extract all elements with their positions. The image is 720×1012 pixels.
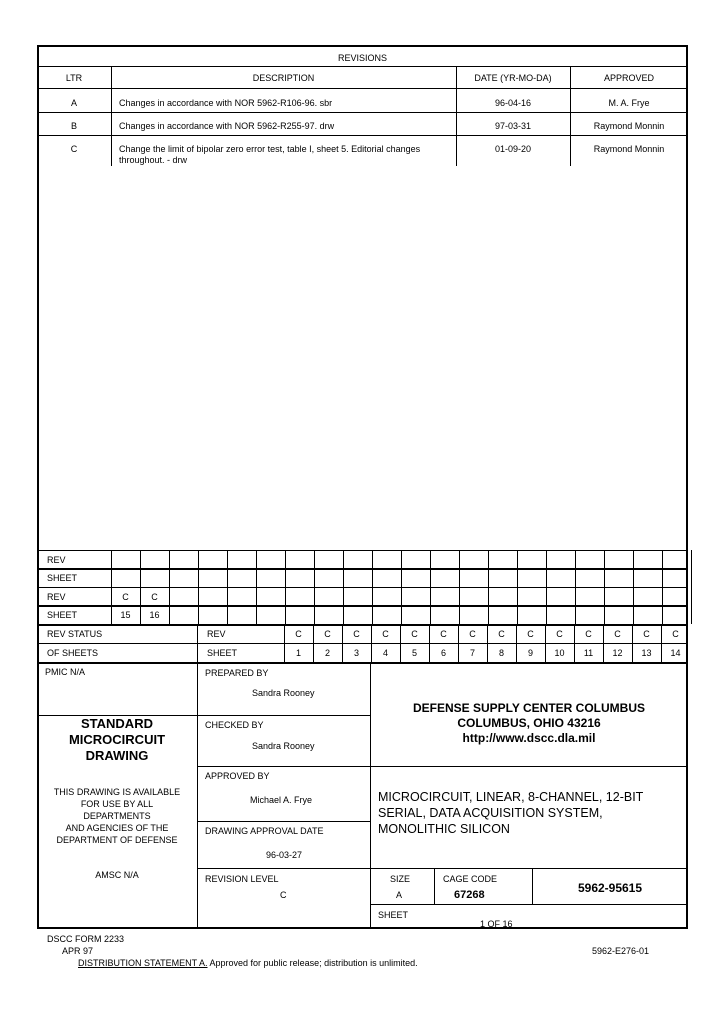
status-grid-line xyxy=(111,550,112,624)
upper-sheet-label: SHEET xyxy=(47,573,78,583)
rev-row-a-date: 96-04-16 xyxy=(494,98,532,108)
rev-status-cell: C xyxy=(382,629,389,639)
status-grid-line xyxy=(575,550,576,624)
of-sheets-label: OF SHEETS xyxy=(47,648,99,658)
sheet-number-cell: 4 xyxy=(382,648,388,658)
sheet-number-cell: 13 xyxy=(641,648,652,658)
distribution-text: Approved for public release; distribution is unlimited. xyxy=(207,958,418,968)
cage-code-label: CAGE CODE xyxy=(443,874,498,884)
sheet-number-cell: 8 xyxy=(498,648,504,658)
status-grid-line xyxy=(227,550,228,624)
sheet-number-cell: 14 xyxy=(670,648,681,658)
availability-statement: THIS DRAWING IS AVAILABLE FOR USE BY ALL DEPARTMENTS AND AGENCIES OF THE DEPARTMENT OF DEFENSE xyxy=(53,787,181,845)
revision-level: C xyxy=(280,890,287,900)
status-grid-line xyxy=(546,550,547,624)
cage-code-value: 67268 xyxy=(454,889,485,901)
size-value: A xyxy=(396,890,403,900)
sheet-number-cell: 6 xyxy=(440,648,446,658)
upper-sheet-value-15: 15 xyxy=(120,610,131,620)
status-grid-line xyxy=(198,550,199,624)
rev-status-cell: C xyxy=(556,629,563,639)
sheet-of: 1 OF 16 xyxy=(480,919,513,929)
rev-row-a-description: Changes in accordance with NOR 5962-R106-96. sbr xyxy=(119,98,333,108)
status-grid-line xyxy=(459,550,460,624)
status-grid-line xyxy=(488,550,489,624)
sheet-number-cell: 2 xyxy=(324,648,330,658)
sheet-label: SHEET xyxy=(378,910,409,920)
approved-by-name: Michael A. Frye xyxy=(250,795,313,805)
sheet-number-cell: 3 xyxy=(353,648,359,658)
upper-rev-label: REV xyxy=(47,555,66,565)
rev-status-cell: C xyxy=(324,629,331,639)
upper-rev-value-15: C xyxy=(122,592,129,602)
rev-row-c-description-cont: throughout. - drw xyxy=(119,155,188,165)
lower-rev-label: REV xyxy=(207,629,226,639)
upper-sheet-label-2: SHEET xyxy=(47,610,78,620)
size-label: SIZE xyxy=(390,874,411,884)
status-grid-line xyxy=(662,550,663,624)
sheet-number-cell: 7 xyxy=(469,648,475,658)
rev-row-b-description: Changes in accordance with NOR 5962-R255-97. drw xyxy=(119,121,335,131)
rev-row-a-ltr: A xyxy=(70,98,77,108)
document-code: 5962-E276-01 xyxy=(592,946,650,956)
status-grid-line xyxy=(197,624,198,662)
status-grid-line xyxy=(256,550,257,624)
rev-status-cell: C xyxy=(295,629,302,639)
status-grid-line xyxy=(517,550,518,624)
approved-by-label: APPROVED BY xyxy=(205,771,270,781)
date-header: DATE (YR-MO-DA) xyxy=(474,73,552,83)
checked-by-name: Sandra Rooney xyxy=(252,741,315,751)
status-grid-line xyxy=(372,550,373,624)
approved-header: APPROVED xyxy=(603,73,654,83)
sheet-number-cell: 10 xyxy=(554,648,565,658)
rev-row-c-ltr: C xyxy=(70,144,78,154)
revisions-title: REVISIONS xyxy=(337,53,387,63)
revision-level-label: REVISION LEVEL xyxy=(205,874,279,884)
sheet-number-cell: 9 xyxy=(527,648,533,658)
upper-sheet-value-16: 16 xyxy=(149,610,160,620)
approval-date: 96-03-27 xyxy=(266,850,303,860)
status-grid-line xyxy=(633,550,634,624)
sheet-number-cell: 5 xyxy=(411,648,417,658)
sheet-number-cell: 12 xyxy=(612,648,623,658)
status-grid-line xyxy=(140,550,141,624)
rev-row-b-ltr: B xyxy=(70,121,77,131)
distribution-label: DISTRIBUTION STATEMENT A. xyxy=(78,958,208,968)
rev-status-cell: C xyxy=(527,629,534,639)
upper-rev-label-2: REV xyxy=(47,592,66,602)
lower-sheet-label: SHEET xyxy=(207,648,238,658)
form-number: DSCC FORM 2233 xyxy=(47,934,125,944)
rev-status-label: REV STATUS xyxy=(47,629,103,639)
sheet-number-cell: 1 xyxy=(295,648,301,658)
standard-drawing-title: STANDARD MICROCIRCUIT DRAWING xyxy=(68,716,166,763)
status-grid-line xyxy=(604,550,605,624)
amsc-label: AMSC N/A xyxy=(95,870,139,880)
rev-status-cell: C xyxy=(672,629,679,639)
rev-status-cell: C xyxy=(614,629,621,639)
approval-date-label: DRAWING APPROVAL DATE xyxy=(205,826,324,836)
rev-status-cell: C xyxy=(585,629,592,639)
pmic-label: PMIC N/A xyxy=(45,667,86,677)
status-grid-line xyxy=(401,550,402,624)
rev-status-cell: C xyxy=(353,629,360,639)
rev-status-cell: C xyxy=(469,629,476,639)
checked-by-label: CHECKED BY xyxy=(205,720,264,730)
rev-status-cell: C xyxy=(411,629,418,639)
rev-status-cell: C xyxy=(498,629,505,639)
rev-row-a-approved: M. A. Frye xyxy=(608,98,650,108)
ltr-header: LTR xyxy=(65,73,83,83)
rev-row-c-approved: Raymond Monnin xyxy=(593,144,665,154)
rev-row-c-date: 01-09-20 xyxy=(494,144,532,154)
rev-row-c-description: Change the limit of bipolar zero error test, table I, sheet 5. Editorial changes xyxy=(119,144,421,154)
upper-rev-value-16: C xyxy=(151,592,158,602)
status-grid-line xyxy=(691,550,692,624)
rev-status-cell: C xyxy=(643,629,650,639)
description-header: DESCRIPTION xyxy=(252,73,315,83)
drawing-number: 5962-95615 xyxy=(577,881,643,895)
status-grid-line xyxy=(285,550,286,624)
status-grid-line xyxy=(314,550,315,624)
rev-status-cell: C xyxy=(440,629,447,639)
form-date: APR 97 xyxy=(62,946,94,956)
status-grid-line xyxy=(430,550,431,624)
rev-row-b-date: 97-03-31 xyxy=(494,121,532,131)
sheet-number-cell: 11 xyxy=(583,648,594,658)
drawing-title: MICROCIRCUIT, LINEAR, 8-CHANNEL, 12-BIT SERIAL, DATA ACQUISITION SYSTEM, MONOLITHIC SILICON xyxy=(378,790,644,836)
dscc-address: DEFENSE SUPPLY CENTER COLUMBUS COLUMBUS, OHIO 43216 http://www.dscc.dla.mil xyxy=(412,701,646,745)
distribution-statement xyxy=(78,958,418,968)
rev-row-b-approved: Raymond Monnin xyxy=(593,121,665,131)
status-grid-line xyxy=(169,550,170,624)
prepared-by-label: PREPARED BY xyxy=(205,668,269,678)
status-grid-line xyxy=(343,550,344,624)
prepared-by-name: Sandra Rooney xyxy=(252,688,315,698)
